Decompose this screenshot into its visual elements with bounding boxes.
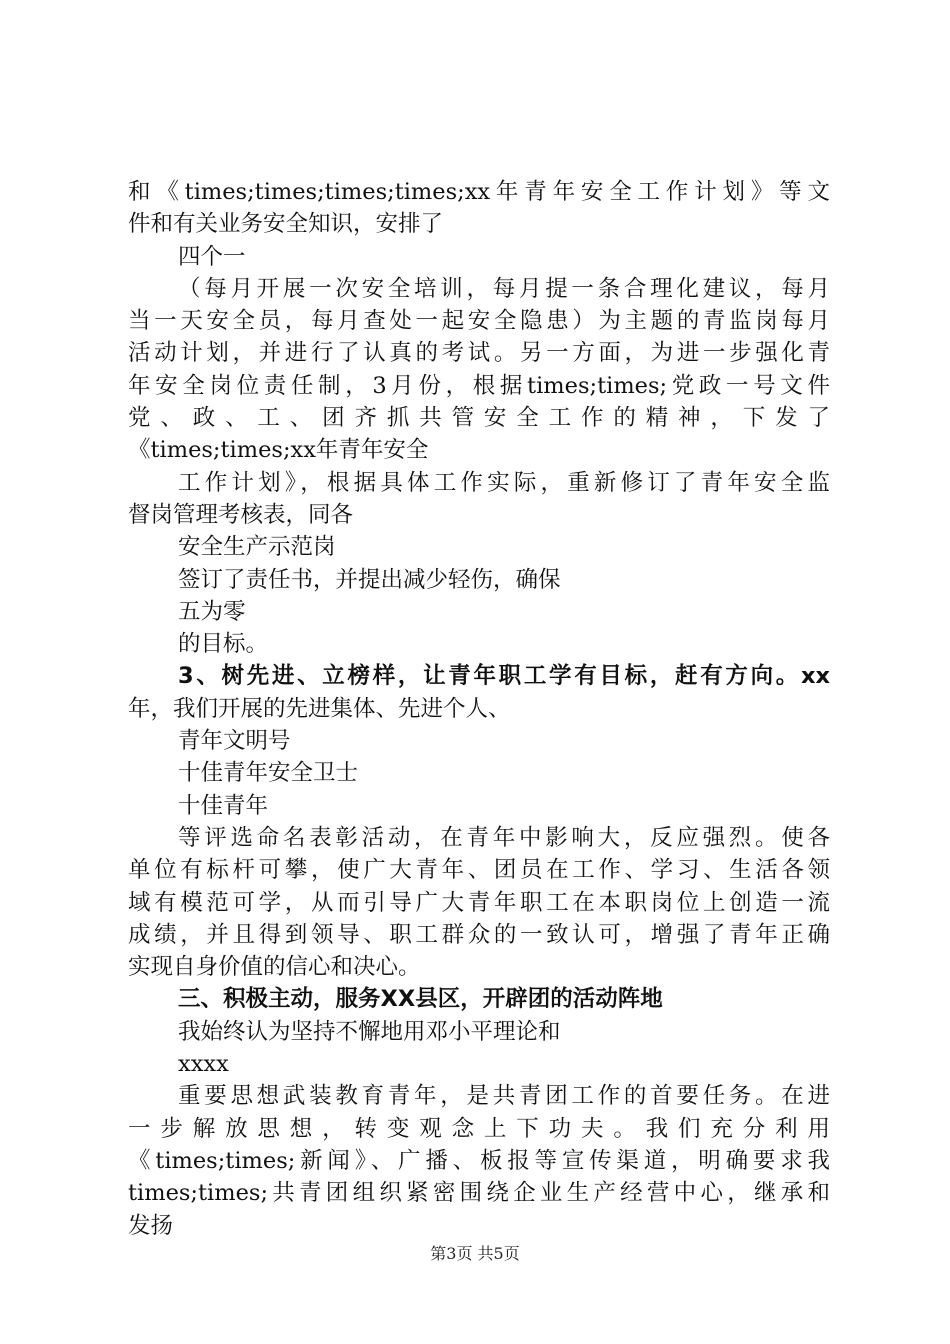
text-line: 党、政、工、团齐抓共管安全工作的精神，下发了 (128, 405, 830, 432)
document-body (128, 176, 830, 1242)
text-line: 年安全岗位责任制，3月份，根据times;times;党政一号文件 (128, 372, 830, 399)
text-line: 四个一 (178, 243, 246, 270)
text-line: 安全生产示范岗 (178, 534, 336, 561)
text-line: 十佳青年安全卫士 (178, 760, 359, 787)
text-line: 督岗管理考核表，同各 (128, 501, 354, 528)
section-heading: 3、树先进、立榜样，让青年职工学有目标，赶有方向。xx (178, 663, 830, 690)
text-line: 年，我们开展的先进集体、先进个人、 (128, 695, 511, 722)
text-line: 重要思想武装教育青年，是共青团工作的首要任务。在进 (178, 1083, 830, 1110)
text-line: 一步解放思想，转变观念上下功夫。我们充分利用 (128, 1115, 830, 1142)
text-line: xxxx (178, 1051, 229, 1078)
text-line: 件和有关业务安全知识，安排了 (128, 211, 444, 238)
text-line: 五为零 (178, 598, 246, 625)
text-line: 实现自身价值的信心和决心。 (128, 954, 421, 981)
text-line: 单位有标杆可攀，使广大青年、团员在工作、学习、生活各领 (128, 857, 830, 884)
page-number: 第3页 共5页 (430, 1244, 520, 1263)
text-line: 域有模范可学，从而引导广大青年职工在本职岗位上创造一流 (128, 889, 830, 916)
text-line: 等评选命名表彰活动，在青年中影响大，反应强烈。使各 (178, 824, 830, 851)
text-line: （每月开展一次安全培训，每月提一条合理化建议，每月 (178, 275, 830, 302)
text-line: 工作计划》，根据具体工作实际，重新修订了青年安全监 (178, 469, 830, 496)
text-line: 活动计划，并进行了认真的考试。另一方面，为进一步强化青 (128, 340, 830, 367)
text-line: 和《times;times;times;times;xx年青年安全工作计划》等文 (128, 179, 830, 205)
text-line: 青年文明号 (178, 728, 291, 755)
text-line: 当一天安全员，每月查处一起安全隐患）为主题的青监岗每月 (128, 308, 830, 335)
text-line: 发扬 (128, 1212, 174, 1239)
text-line: 《times;times;新闻》、广播、板报等宣传渠道，明确要求我 (128, 1147, 830, 1174)
section-heading: 三、积极主动，服务XX县区，开辟团的活动阵地 (178, 986, 663, 1013)
text-line: 我始终认为坚持不懈地用邓小平理论和 (178, 1018, 561, 1045)
text-line: 成绩，并且得到领导、职工群众的一致认可，增强了青年正确 (128, 921, 830, 948)
text-line: 十佳青年 (178, 792, 269, 819)
text-line: 签订了责任书，并提出减少轻伤，确保 (178, 566, 561, 593)
text-line: times;times;共青团组织紧密围绕企业生产经营中心，继承和 (128, 1180, 830, 1207)
text-line: 《times;times;xx年青年安全 (128, 437, 429, 464)
text-line: 的目标。 (178, 631, 269, 658)
